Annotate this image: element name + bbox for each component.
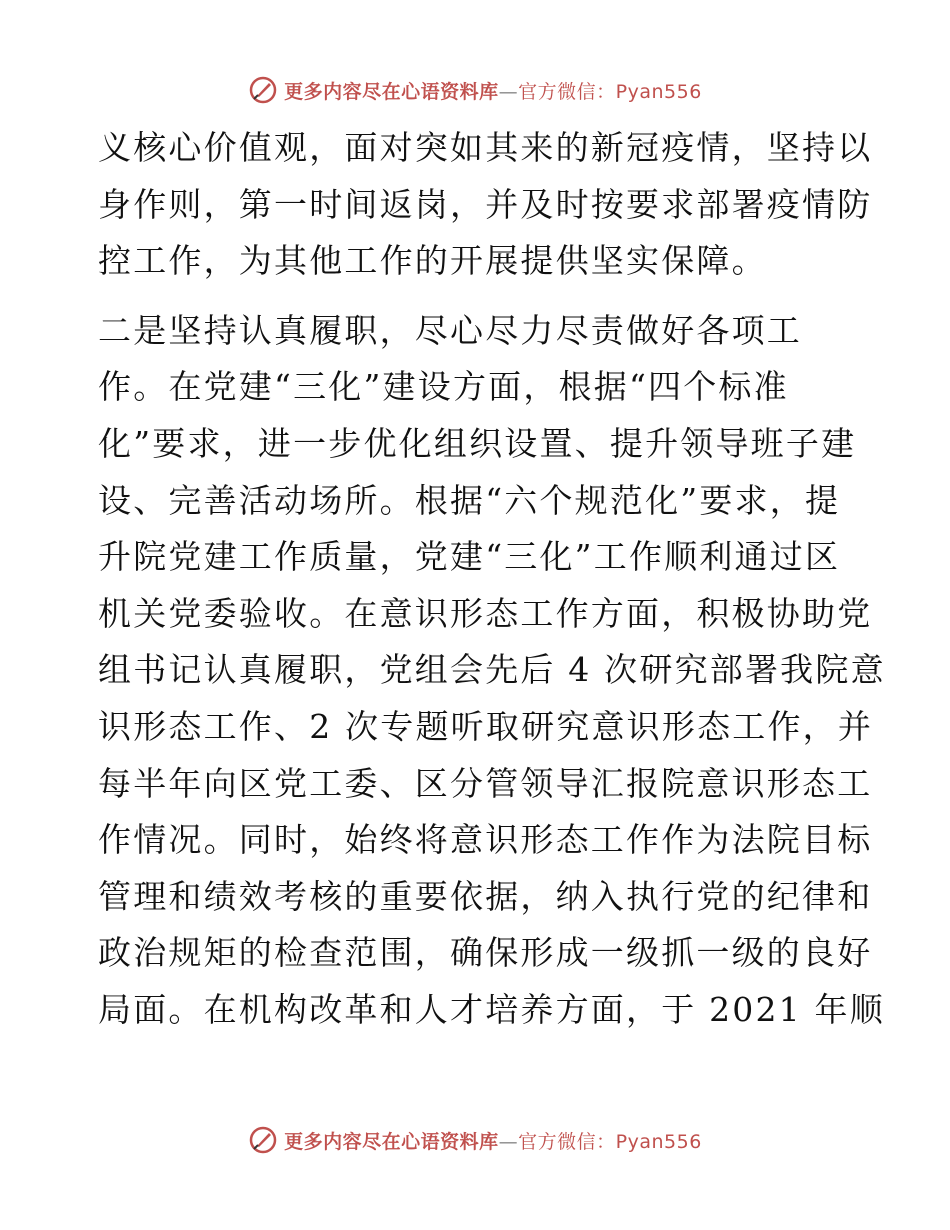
- header-watermark: [0, 70, 950, 110]
- text-line: 政治规矩的检查范围，确保形成一级抓一级的良好: [98, 933, 873, 973]
- text-line: 义核心价值观，面对突如其来的新冠疫情，坚持以: [98, 128, 873, 167]
- text-line: [98, 1039, 850, 1096]
- watermark-text: 更多内容尽在心语资料库—官方微信：Pyan556: [284, 1130, 702, 1153]
- text-line: 作。在党建“三化”建设方面，根据“四个标准: [98, 367, 789, 407]
- text-line: 作情况。同时，始终将意识形态工作作为法院目标: [98, 820, 873, 860]
- text-line: 识形态工作、2 次专题听取研究意识形态工作，并: [98, 706, 874, 746]
- document-body: [98, 120, 886, 1095]
- text-line: 控工作，为其他工作的开展提供坚实保障。: [98, 241, 767, 281]
- text-line: 设、完善活动场所。根据“六个规范化”要求，提: [98, 480, 841, 520]
- text-line: 局面。在机构改革和人才培养方面，于 2021 年顺: [98, 989, 885, 1029]
- text-line: 升院党建工作质量，党建“三化”工作顺利通过区: [98, 537, 841, 577]
- text-line: 组书记认真履职，党组会先后 4 次研究部署我院意: [98, 650, 886, 690]
- text-line: 管理和绩效考核的重要依据，纳入执行党的纪律和: [98, 876, 873, 916]
- quill-circle-logo-icon: [248, 1125, 278, 1155]
- text-line: 二是坚持认真履职，尽心尽力尽责做好各项工: [98, 310, 802, 350]
- footer-watermark: [0, 1120, 950, 1160]
- paragraph-gap: [98, 290, 850, 303]
- text-line: 机关党委验收。在意识形态工作方面，积极协助党: [98, 593, 873, 633]
- text-line: 化”要求，进一步优化组织设置、提升领导班子建: [98, 423, 857, 463]
- watermark-text: 更多内容尽在心语资料库—官方微信：Pyan556: [284, 80, 702, 103]
- quill-circle-logo-icon: [248, 75, 278, 105]
- text-line: 每半年向区党工委、区分管领导汇报院意识形态工: [98, 763, 873, 803]
- text-line: 身作则，第一时间返岗，并及时按要求部署疫情防: [98, 184, 873, 224]
